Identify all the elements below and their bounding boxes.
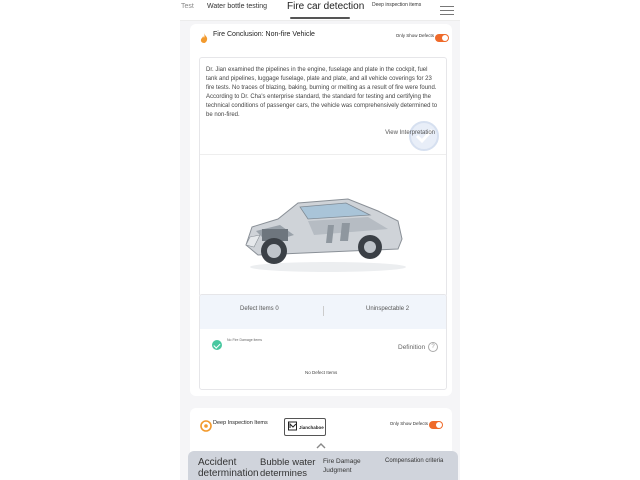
bubble-water-item[interactable]: Bubble water determines — [260, 457, 316, 479]
view-interpretation-link[interactable]: View Interpretation — [385, 130, 435, 136]
logo-icon — [288, 421, 298, 431]
verified-stamp-icon — [408, 120, 440, 152]
menu-icon[interactable] — [440, 3, 454, 15]
top-tab-bar — [180, 0, 460, 21]
deep-inspection-icon — [199, 420, 213, 432]
car-illustration-area — [200, 154, 446, 297]
tab-deep-inspection-items[interactable]: Deep inspection items — [372, 2, 422, 8]
only-show-defects-label-2: Only Show Defects — [389, 421, 428, 426]
bottom-category-sheet — [188, 451, 458, 480]
compensation-criteria-item[interactable]: Compensation criteria — [385, 458, 444, 464]
fire-conclusion-row — [199, 30, 449, 46]
deep-inspection-label: Deep Inspection Items — [213, 420, 268, 426]
fire-conclusion-label: Fire Conclusion: Non-fire Vehicle — [213, 31, 315, 38]
chevron-up-icon[interactable] — [316, 443, 326, 449]
check-circle-icon — [212, 340, 222, 350]
stats-header — [200, 295, 446, 329]
tab-test[interactable]: Test — [181, 3, 194, 10]
help-icon[interactable]: ? — [428, 342, 438, 352]
fire-damage-judgment-item[interactable]: Fire Damage Judgment — [323, 458, 361, 474]
defect-items-count[interactable]: Defect Items 0 — [240, 306, 279, 312]
only-show-defects-toggle-2[interactable] — [429, 421, 443, 429]
conclusion-description: Dr. Jian examined the pipelines in the engine, fuselage and plate in the cockpit, fuel tank and pipelines, luggage fuselage, plate and plate, and all vehicle coverings for 23 fire tests. No traces of blazing, baking, burning or melting as a result of fire were found. According to Dr. Cha's enterprise standard, the standard for testing and certifying the technical conditions of passenger cars, the vehicle was comprehensively determined to be non-fired. — [206, 67, 438, 118]
active-tab-indicator — [290, 17, 350, 19]
tab-water-bottle-testing[interactable]: Water bottle testing — [207, 3, 268, 10]
accident-determination-item[interactable]: Accident determination — [198, 457, 259, 479]
conclusion-description-box — [199, 57, 447, 297]
only-show-defects-toggle[interactable] — [435, 34, 449, 42]
inspection-stats-box — [199, 294, 447, 390]
uninspectable-count[interactable]: Uninspectable 2 — [366, 306, 410, 312]
app-screen — [180, 0, 460, 480]
jianchaboe-logo — [284, 418, 326, 436]
tab-fire-car-detection[interactable]: Fire car detection — [287, 1, 365, 12]
car-cutaway-image — [238, 185, 408, 275]
no-defect-items-label: No Defect Items — [305, 370, 338, 375]
definition-link[interactable]: Definition — [398, 344, 426, 351]
logo-text: Jianchaboe — [299, 425, 324, 430]
stats-divider — [323, 306, 324, 316]
fire-damage-note: No Fire Damage items — [227, 338, 263, 342]
only-show-defects-label: Only Show Defects — [395, 33, 434, 38]
flame-icon — [199, 33, 209, 43]
fire-conclusion-card — [190, 24, 452, 396]
